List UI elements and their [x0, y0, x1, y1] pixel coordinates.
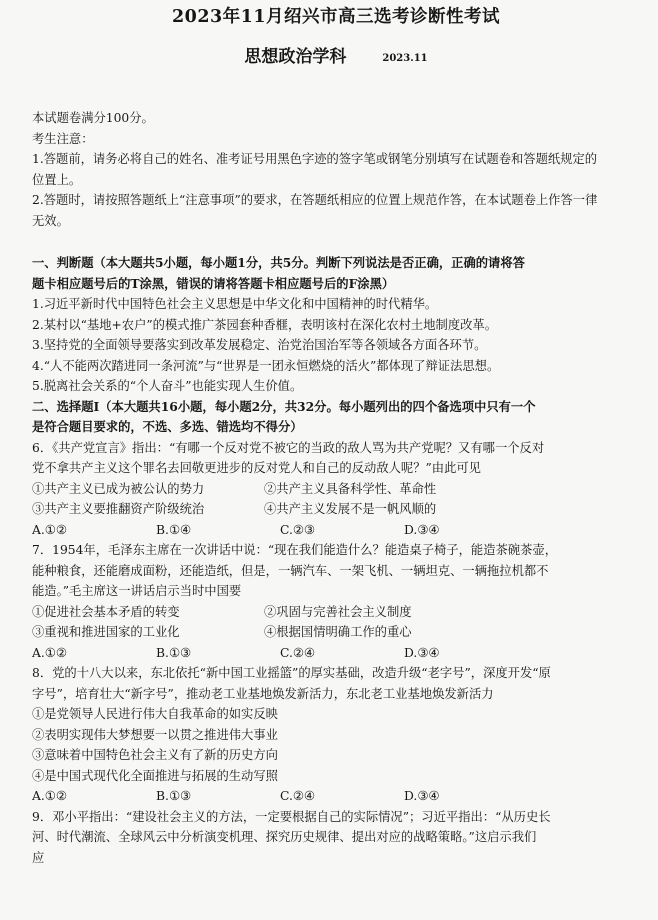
q6-statements-row — [32, 499, 640, 520]
score-note: 本试题卷满分100分。 — [32, 111, 154, 125]
q8-stem: 8．党的十八大以来，东北依托“新中国工业摇篮”的厚实基础，改造升级“老字号”，深度开发“原 — [32, 666, 551, 680]
q7-stem-cont: 能造。”毛主席这一讲话启示当时中国要 — [32, 584, 242, 598]
q8-choices — [32, 786, 640, 807]
judgement-item: 3.坚持党的全面领导要落实到改革发展稳定、治党治国治军等各领域各方面各环节。 — [32, 338, 487, 352]
q7-statements-row — [32, 622, 640, 643]
q6-statement: ①共产主义已成为被公认的势力 — [32, 481, 205, 496]
q6-choices — [32, 520, 640, 541]
q7-stem: 7．1954年，毛泽东主席在一次讲话中说：“现在我们能造什么？能造桌子椅子，能造茶碗茶壶， — [32, 543, 557, 557]
q8-statement: ②表明实现伟大梦想要一以贯之推进伟大事业 — [32, 727, 278, 742]
q9-stem: 9．邓小平指出：“建设社会主义的方法，一定要根据自己的实际情况”；习近平指出：“从历史长 — [32, 809, 551, 824]
q6-statement: ④共产主义发展不是一帆风顺的 — [264, 502, 437, 516]
q8-stem-cont: 字号”，培育壮大“新字号”，推动老工业基地焕发新活力，东北老工业基地焕发新活力 — [32, 686, 494, 701]
judgement-item: 4.“人不能两次踏进同一条河流”与“世界是一团永恒燃烧的活火”都体现了辩证法思想。 — [32, 358, 500, 373]
section1-heading: 一、判断题（本大题共5小题，每小题1分，共5分。判断下列说法是否正确，正确的请将答 — [32, 255, 525, 270]
section2-heading: 二、选择题Ⅰ（本大题共16小题，每小题2分，共32分。每小题列出的四个备选项中只有一个 — [32, 398, 536, 414]
q7-statement: ②巩固与完善社会主义制度 — [264, 604, 412, 619]
q9-stem-cont: 河、时代潮流、全球风云中分析演变机理、探究历史规律、提出对应的战略策略。”这启示我们 — [32, 830, 537, 844]
notice-2-cont: 无效。 — [32, 213, 69, 228]
q6-stem-cont: 党不拿共产主义这个罪名去回敬更进步的反对党人和自己的反动敌人呢？”由此可见 — [32, 461, 481, 475]
q6-choice-d: D.③④ — [404, 522, 440, 537]
q7-choice-b: B.①③ — [156, 645, 191, 660]
q8-statement: ①是党领导人民进行伟大自我革命的如实反映 — [32, 707, 278, 721]
q7-statement: ①促进社会基本矛盾的转变 — [32, 604, 180, 619]
q8-choice-a: A.①② — [32, 789, 67, 803]
section1-heading-cont: 题卡相应题号后的T涂黑，错误的请将答题卡相应题号后的F涂黑） — [32, 275, 395, 291]
subject-title: 思想政治学科 — [244, 47, 347, 67]
q6-choice-a: A.①② — [32, 522, 67, 537]
q8-statement: ④是中国式现代化全面推进与拓展的生动写照 — [32, 768, 278, 783]
section-judgement — [32, 253, 640, 868]
q6-statement: ③共产主义要推翻资产阶级统治 — [32, 502, 205, 516]
q7-choices — [32, 643, 640, 664]
notice-1-cont: 位置上。 — [32, 172, 82, 187]
judgement-item: 1.习近平新时代中国特色社会主义思想是中华文化和中国精神的时代精华。 — [32, 297, 438, 311]
exam-intro — [32, 108, 640, 231]
q9-stem-cont: 应 — [32, 850, 45, 865]
exam-title: 2023年11月绍兴市高三选考诊断性考试 — [171, 7, 501, 27]
subject-line — [32, 44, 640, 70]
q7-choice-d: D.③④ — [404, 645, 440, 660]
q7-stem-cont: 能种粮食，还能磨成面粉，还能造纸，但是，一辆汽车、一架飞机、一辆坦克、一辆拖拉机都不 — [32, 563, 549, 578]
q7-choice-c: C.②④ — [280, 645, 315, 660]
q6-statement: ②共产主义具备科学性、革命性 — [264, 481, 437, 496]
q7-choice-a: A.①② — [32, 645, 67, 660]
q8-choice-c: C.②④ — [280, 789, 315, 803]
notice-heading: 考生注意： — [32, 131, 94, 146]
q6-choice-c: C.②③ — [280, 522, 315, 537]
section2-heading-cont: 是符合题目要求的，不选、多选、错选均不得分） — [32, 419, 303, 434]
notice-2: 2.答题时，请按照答题纸上“注意事项”的要求，在答题纸相应的位置上规范作答，在本试题卷上作答一律 — [32, 193, 598, 207]
judgement-item: 5.脱离社会关系的“个人奋斗”也能实现人生价值。 — [32, 379, 303, 393]
q8-choice-b: B.①③ — [156, 789, 191, 803]
q7-statement: ③重视和推进国家的工业化 — [32, 625, 180, 639]
q6-stem: 6．《共产党宣言》指出：“有哪一个反对党不被它的当政的敌人骂为共产党呢？又有哪一个反对 — [32, 440, 545, 455]
q7-statement: ④根据国情明确工作的重心 — [264, 625, 412, 639]
q6-choice-b: B.①④ — [156, 522, 191, 537]
notice-1: 1.答题前，请务必将自己的姓名、准考证号用黑色字迹的签字笔或钢笔分别填写在试题卷和答题纸规定的 — [32, 152, 598, 166]
q8-statement: ③意味着中国特色社会主义有了新的历史方向 — [32, 748, 278, 762]
q7-statements-row — [32, 602, 640, 623]
q8-choice-d: D.③④ — [404, 789, 440, 803]
judgement-item: 2.某村以“基地+农户”的模式推广茶园套种香榧，表明该村在深化农村土地制度改革。 — [32, 317, 498, 332]
exam-date: 2023.11 — [382, 53, 428, 64]
q6-statements-row — [32, 479, 640, 500]
